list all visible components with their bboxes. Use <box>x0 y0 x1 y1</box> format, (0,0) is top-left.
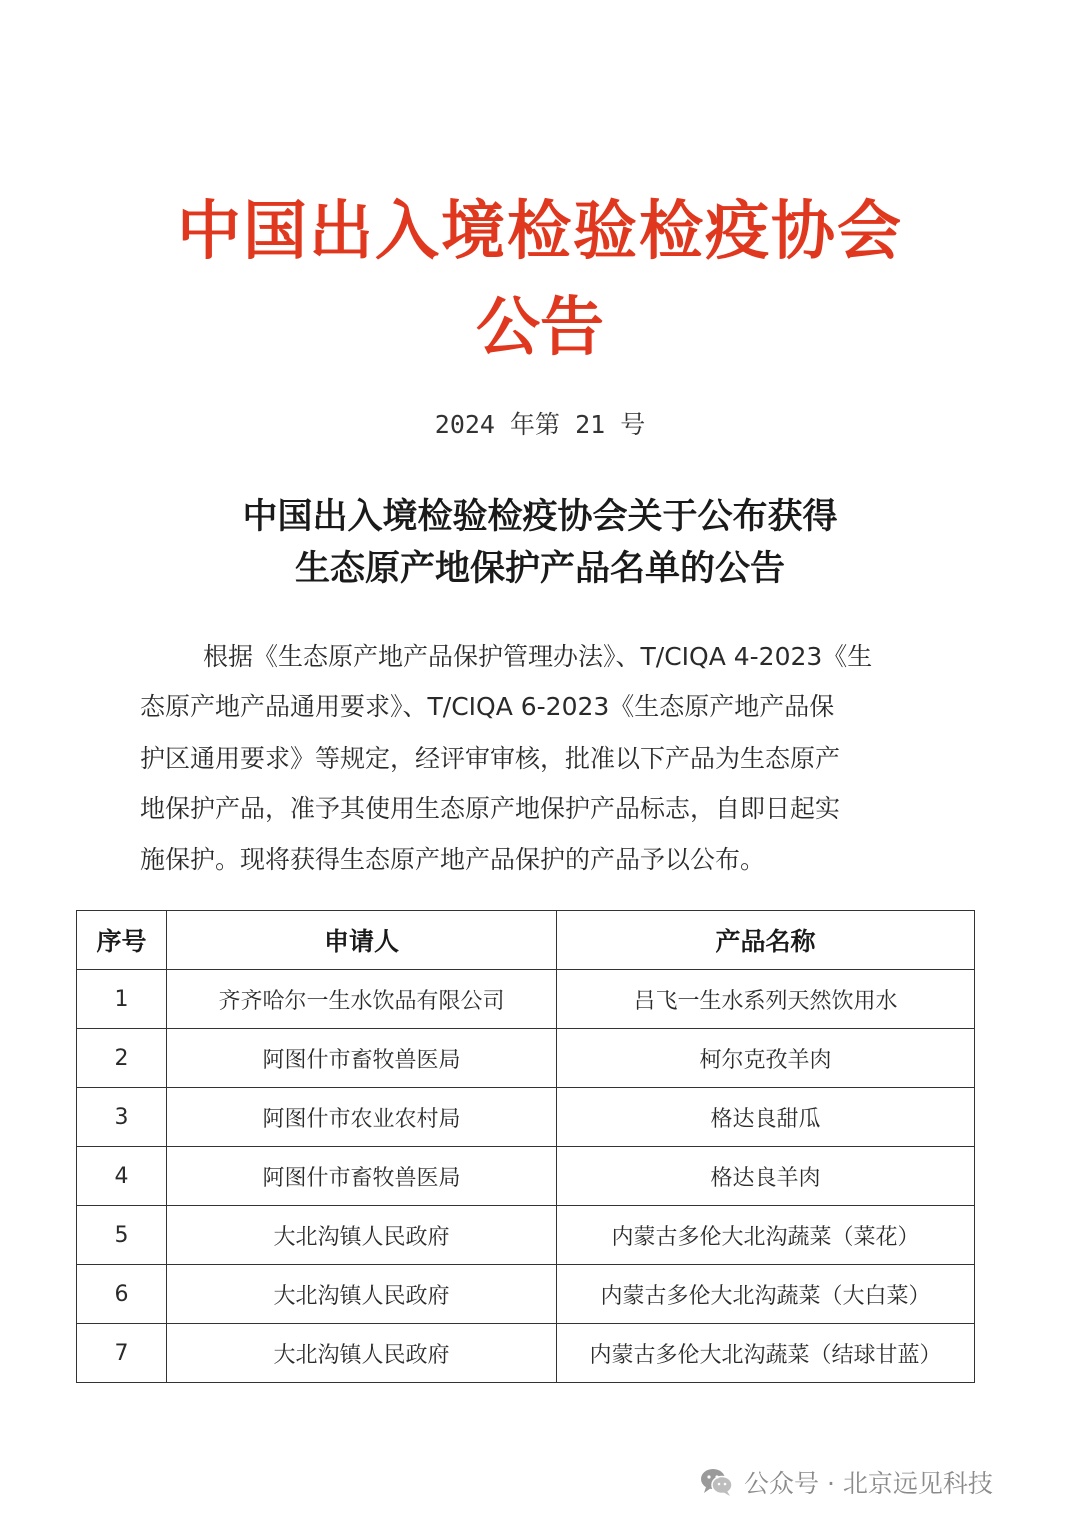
row-product: 格达良甜瓜 <box>557 1088 975 1147</box>
row-applicant: 大北沟镇人民政府 <box>167 1206 557 1265</box>
row-product: 柯尔克孜羊肉 <box>557 1029 975 1088</box>
row-applicant: 大北沟镇人民政府 <box>167 1265 557 1324</box>
row-index: 6 <box>77 1265 167 1324</box>
table-row <box>77 1147 975 1206</box>
row-index: 1 <box>77 970 167 1029</box>
row-index: 7 <box>77 1324 167 1383</box>
row-product: 内蒙古多伦大北沟蔬菜（结球甘蓝） <box>557 1324 975 1383</box>
row-applicant: 阿图什市畜牧兽医局 <box>167 1147 557 1206</box>
row-index: 2 <box>77 1029 167 1088</box>
document-type: 公告 <box>476 291 604 365</box>
body-paragraph-line: 根据《生态原产地产品保护管理办法》、T/CIQA 4-2023《生 <box>203 642 873 671</box>
row-product: 格达良羊肉 <box>557 1147 975 1206</box>
column-header-index: 序号 <box>77 911 167 970</box>
announcement-title-line-2: 生态原产地保护产品名单的公告 <box>294 548 785 589</box>
table-row <box>77 1324 975 1383</box>
row-applicant: 阿图什市畜牧兽医局 <box>167 1029 557 1088</box>
row-applicant: 大北沟镇人民政府 <box>167 1324 557 1383</box>
product-list-table <box>76 910 975 1383</box>
announcement-title-line-1: 中国出入境检验检疫协会关于公布获得 <box>242 496 838 537</box>
watermark-text: 公众号 · 北京远见科技 <box>744 1469 993 1498</box>
table-row <box>77 1206 975 1265</box>
row-applicant: 齐齐哈尔一生水饮品有限公司 <box>167 970 557 1029</box>
table-row <box>77 1265 975 1324</box>
wechat-icon <box>700 1467 734 1497</box>
row-applicant: 阿图什市农业农村局 <box>167 1088 557 1147</box>
row-index: 5 <box>77 1206 167 1265</box>
row-index: 3 <box>77 1088 167 1147</box>
table-row <box>77 1029 975 1088</box>
row-product: 内蒙古多伦大北沟蔬菜（大白菜） <box>557 1265 975 1324</box>
body-paragraph-line: 施保护。现将获得生态原产地产品保护的产品予以公布。 <box>140 845 766 874</box>
table-row <box>77 1088 975 1147</box>
column-header-applicant: 申请人 <box>167 911 557 970</box>
body-paragraph-line: 地保护产品，准予其使用生态原产地保护产品标志，自即日起实 <box>140 794 841 823</box>
issuer-organization: 中国出入境检验检疫协会 <box>177 195 903 269</box>
document-number: 2024 年第 21 号 <box>434 410 646 439</box>
table-header-row <box>77 911 975 970</box>
body-paragraph-line: 态原产地产品通用要求》、T/CIQA 6-2023《生态原产地产品保 <box>140 692 835 721</box>
row-index: 4 <box>77 1147 167 1206</box>
wechat-account-watermark <box>700 1462 993 1502</box>
body-paragraph-line: 护区通用要求》等规定，经评审审核，批准以下产品为生态原产 <box>140 744 841 773</box>
row-product: 内蒙古多伦大北沟蔬菜（菜花） <box>557 1206 975 1265</box>
table-row <box>77 970 975 1029</box>
column-header-product: 产品名称 <box>557 911 975 970</box>
row-product: 吕飞一生水系列天然饮用水 <box>557 970 975 1029</box>
